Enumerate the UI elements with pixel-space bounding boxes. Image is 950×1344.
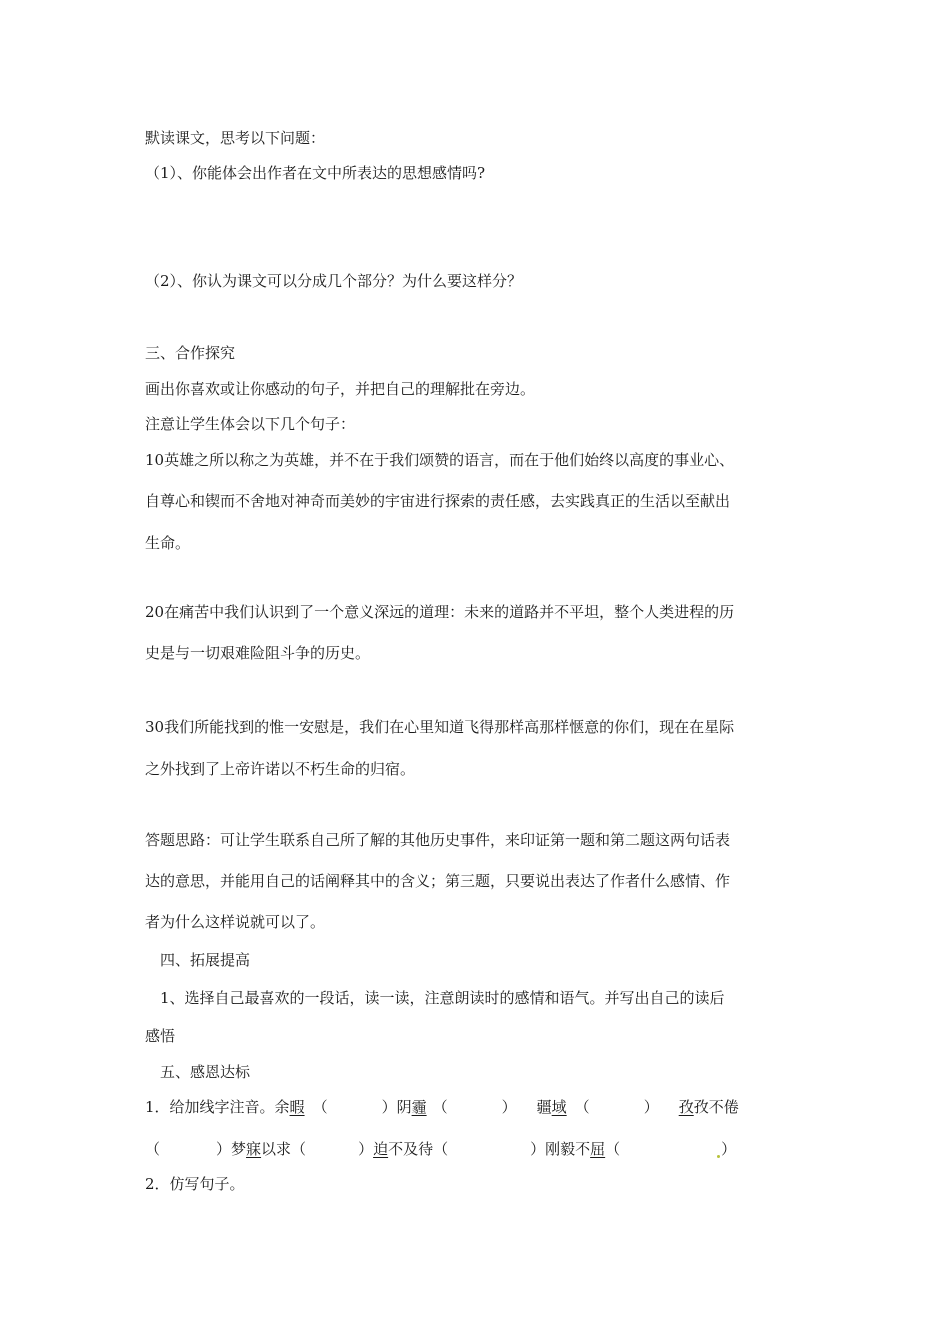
underlined-character: 迫 (373, 1140, 389, 1158)
question-1: （1）、你能体会出作者在文中所表达的思想感情吗? (145, 164, 486, 182)
sentence-3-line: 之外找到了上帝许诺以不朽生命的归宿。 (145, 760, 416, 778)
underlined-character: 域 (551, 1098, 567, 1116)
answer-hint-line: 者为什么这样说就可以了。 (145, 913, 326, 931)
answer-hint-line: 答题思路：可让学生联系自己所了解的其他历史事件，来印证第一题和第二题这两句话表 (145, 831, 731, 849)
sentence-2-line: 20在痛苦中我们认识到了一个意义深远的道理：未来的道路并不平坦，整个人类进程的历 (145, 603, 735, 621)
instruction-line: 画出你喜欢或让你感动的句子，并把自己的理解批在旁边。 (145, 380, 536, 398)
imitation-task-line: 2．仿写句子。 (145, 1175, 245, 1193)
underlined-character: 霾 (411, 1098, 427, 1116)
extension-task-line: 感悟 (145, 1027, 176, 1045)
instruction-line: 默读课文，思考以下问题： (145, 129, 326, 147)
highlight-dot-mark (717, 1155, 720, 1158)
answer-hint-line: 达的意思，并能用自己的话阐释其中的含义；第三题，只要说出表达了作者什么感情、作 (145, 872, 731, 890)
instruction-line: 注意让学生体会以下几个句子： (145, 415, 356, 433)
section-heading-5: 五、感恩达标 (160, 1063, 251, 1081)
underlined-character: 暇 (289, 1098, 305, 1116)
sentence-1-line: 自尊心和锲而不舍地对神奇而美妙的宇宙进行探索的责任感，去实践真正的生活以至献出 (145, 492, 731, 510)
sentence-3-line: 30我们所能找到的惟一安慰是，我们在心里知道飞得那样高那样惬意的你们，现在在星际 (145, 718, 735, 736)
section-heading-3: 三、合作探究 (145, 344, 236, 362)
extension-task-line: 1、选择自己最喜欢的一段话，读一读，注意朗读时的感情和语气。并写出自己的读后 (160, 989, 725, 1007)
section-heading-4: 四、拓展提高 (160, 951, 251, 969)
sentence-2-line: 史是与一切艰难险阻斗争的历史。 (145, 644, 371, 662)
pinyin-exercise-line: （ ）梦寐以求（ ）迫不及待（ ）刚毅不屈（ ） (145, 1140, 737, 1158)
underlined-character: 寐 (246, 1140, 262, 1158)
question-2: （2）、你认为课文可以分成几个部分？为什么要这样分？ (145, 272, 523, 290)
sentence-1-line: 生命。 (145, 534, 191, 552)
pinyin-exercise-line: 1．给加线字注音。余暇 （ ）阴霾 （ ） 疆域 （ ） 孜孜不倦 (145, 1098, 739, 1116)
sentence-1-line: 10英雄之所以称之为英雄，并不在于我们颂赞的语言，而在于他们始终以高度的事业心、 (145, 451, 735, 469)
underlined-character: 屈 (590, 1140, 606, 1158)
underlined-character: 孜 (678, 1098, 694, 1116)
